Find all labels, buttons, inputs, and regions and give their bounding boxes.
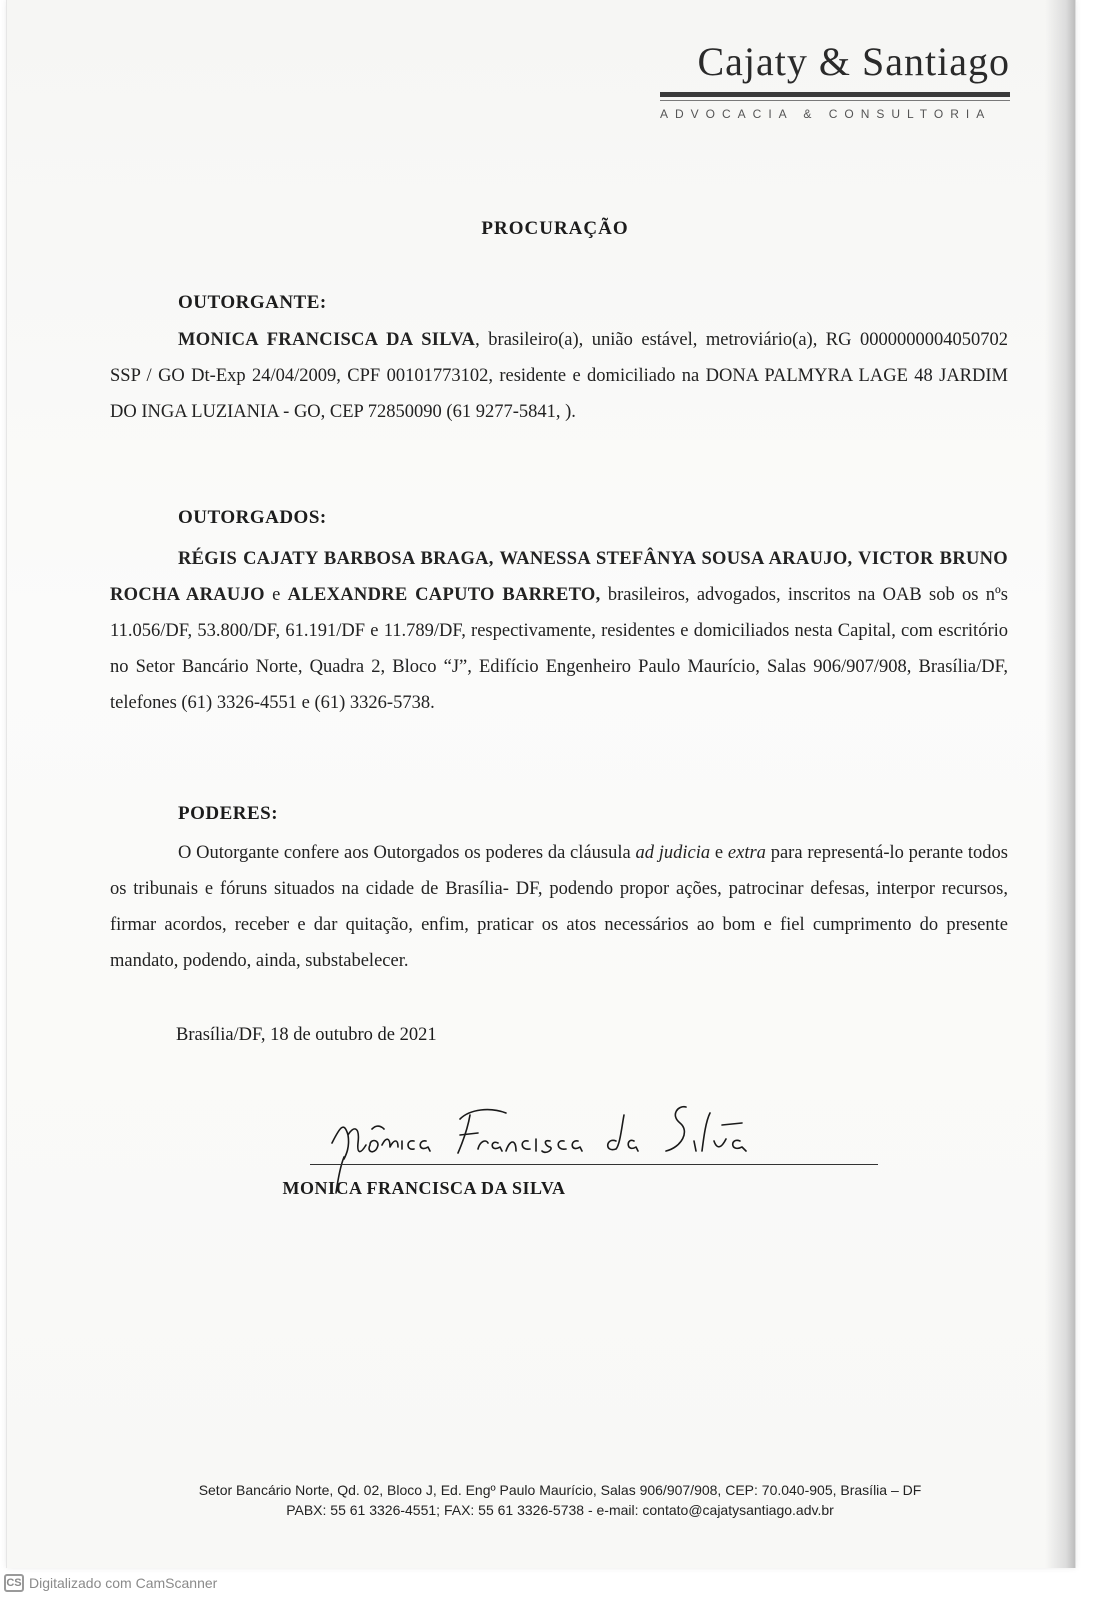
scanner-label: Digitalizado com CamScanner: [29, 1575, 218, 1591]
poderes-text-3: para representá-lo perante todos os tribunais e fóruns situados na cidade de Brasília- DF, podendo propor ações, patrocinar defesas, interpor recursos, firmar acordos, receber e dar quitação, enfim, praticar os atos necessários ao bom e fiel cumprimento do presente mandato, podendo, ainda, substabelecer.: [110, 843, 1008, 971]
logo-rule: [660, 92, 1010, 97]
outorgados-paragraph: [110, 541, 1008, 721]
outorgados-heading: OUTORGADOS:: [178, 507, 327, 528]
footer-contacts: PABX: 55 61 3326-4551; FAX: 55 61 3326-5738 - e-mail: contato@cajatysantiago.adv.br: [286, 1502, 834, 1518]
letterhead-logo: [660, 38, 1010, 121]
firm-tagline: ADVOCACIA & CONSULTORIA: [660, 107, 992, 121]
outorgados-last-name: ALEXANDRE CAPUTO BARRETO,: [287, 585, 601, 605]
poderes-ad-judicia: ad judicia: [635, 843, 711, 863]
outorgados-names: RÉGIS CAJATY BARBOSA BRAGA, WANESSA STEFÂNYA SOUSA ARAUJO, VICTOR BRUNO ROCHA ARAUJO: [110, 549, 1008, 605]
poderes-extra: extra: [727, 843, 766, 863]
signatory-name: MONICA FRANCISCA DA SILVA: [282, 1178, 566, 1198]
outorgante-paragraph: [110, 322, 1008, 430]
document-title: PROCURAÇÃO: [481, 218, 629, 239]
poderes-paragraph: [110, 835, 1008, 979]
poderes-text-2: e: [710, 843, 728, 863]
signature-line: [310, 1164, 878, 1165]
document-date: Brasília/DF, 18 de outubro de 2021: [176, 1025, 437, 1045]
camscanner-icon: CS: [4, 1574, 24, 1592]
logo-rule-thin: [660, 100, 1010, 101]
outorgados-details: brasileiros, advogados, inscritos na OAB sob os nºs 11.056/DF, 53.800/DF, 61.191/DF e 11.789/DF, respectivamente, residentes e domiciliados nesta Capital, com escritório no Setor Bancário Norte, Quadra 2, Bloco “J”, Edifício Engenheiro Paulo Maurício, Salas 906/907/908, Brasília/DF, telefones (61) 3326-4551 e (61) 3326-5738.: [110, 585, 1008, 713]
scanner-watermark: [4, 1574, 217, 1592]
letterhead-footer: [100, 1480, 1020, 1520]
outorgante-name: MONICA FRANCISCA DA SILVA: [178, 330, 476, 350]
outorgados-connector: e: [264, 585, 288, 605]
poderes-text-1: O Outorgante confere aos Outorgados os poderes da cláusula: [178, 843, 636, 863]
outorgante-details: , brasileiro(a), união estável, metroviário(a), RG 0000000004050702 SSP / GO Dt-Exp 24/04/2009, CPF 00101773102, residente e domiciliado na DONA PALMYRA LAGE 48 JARDIM DO INGA LUZIANIA - GO, CEP 72850090 (61 9277-5841, ).: [110, 330, 1008, 422]
footer-address: Setor Bancário Norte, Qd. 02, Bloco J, Ed. Engº Paulo Maurício, Salas 906/907/908, CEP: 70.040-905, Brasília – DF: [198, 1482, 922, 1498]
firm-name: Cajaty & Santiago: [697, 39, 1010, 84]
poderes-heading: PODERES:: [178, 803, 279, 824]
outorgante-heading: OUTORGANTE:: [178, 292, 327, 313]
